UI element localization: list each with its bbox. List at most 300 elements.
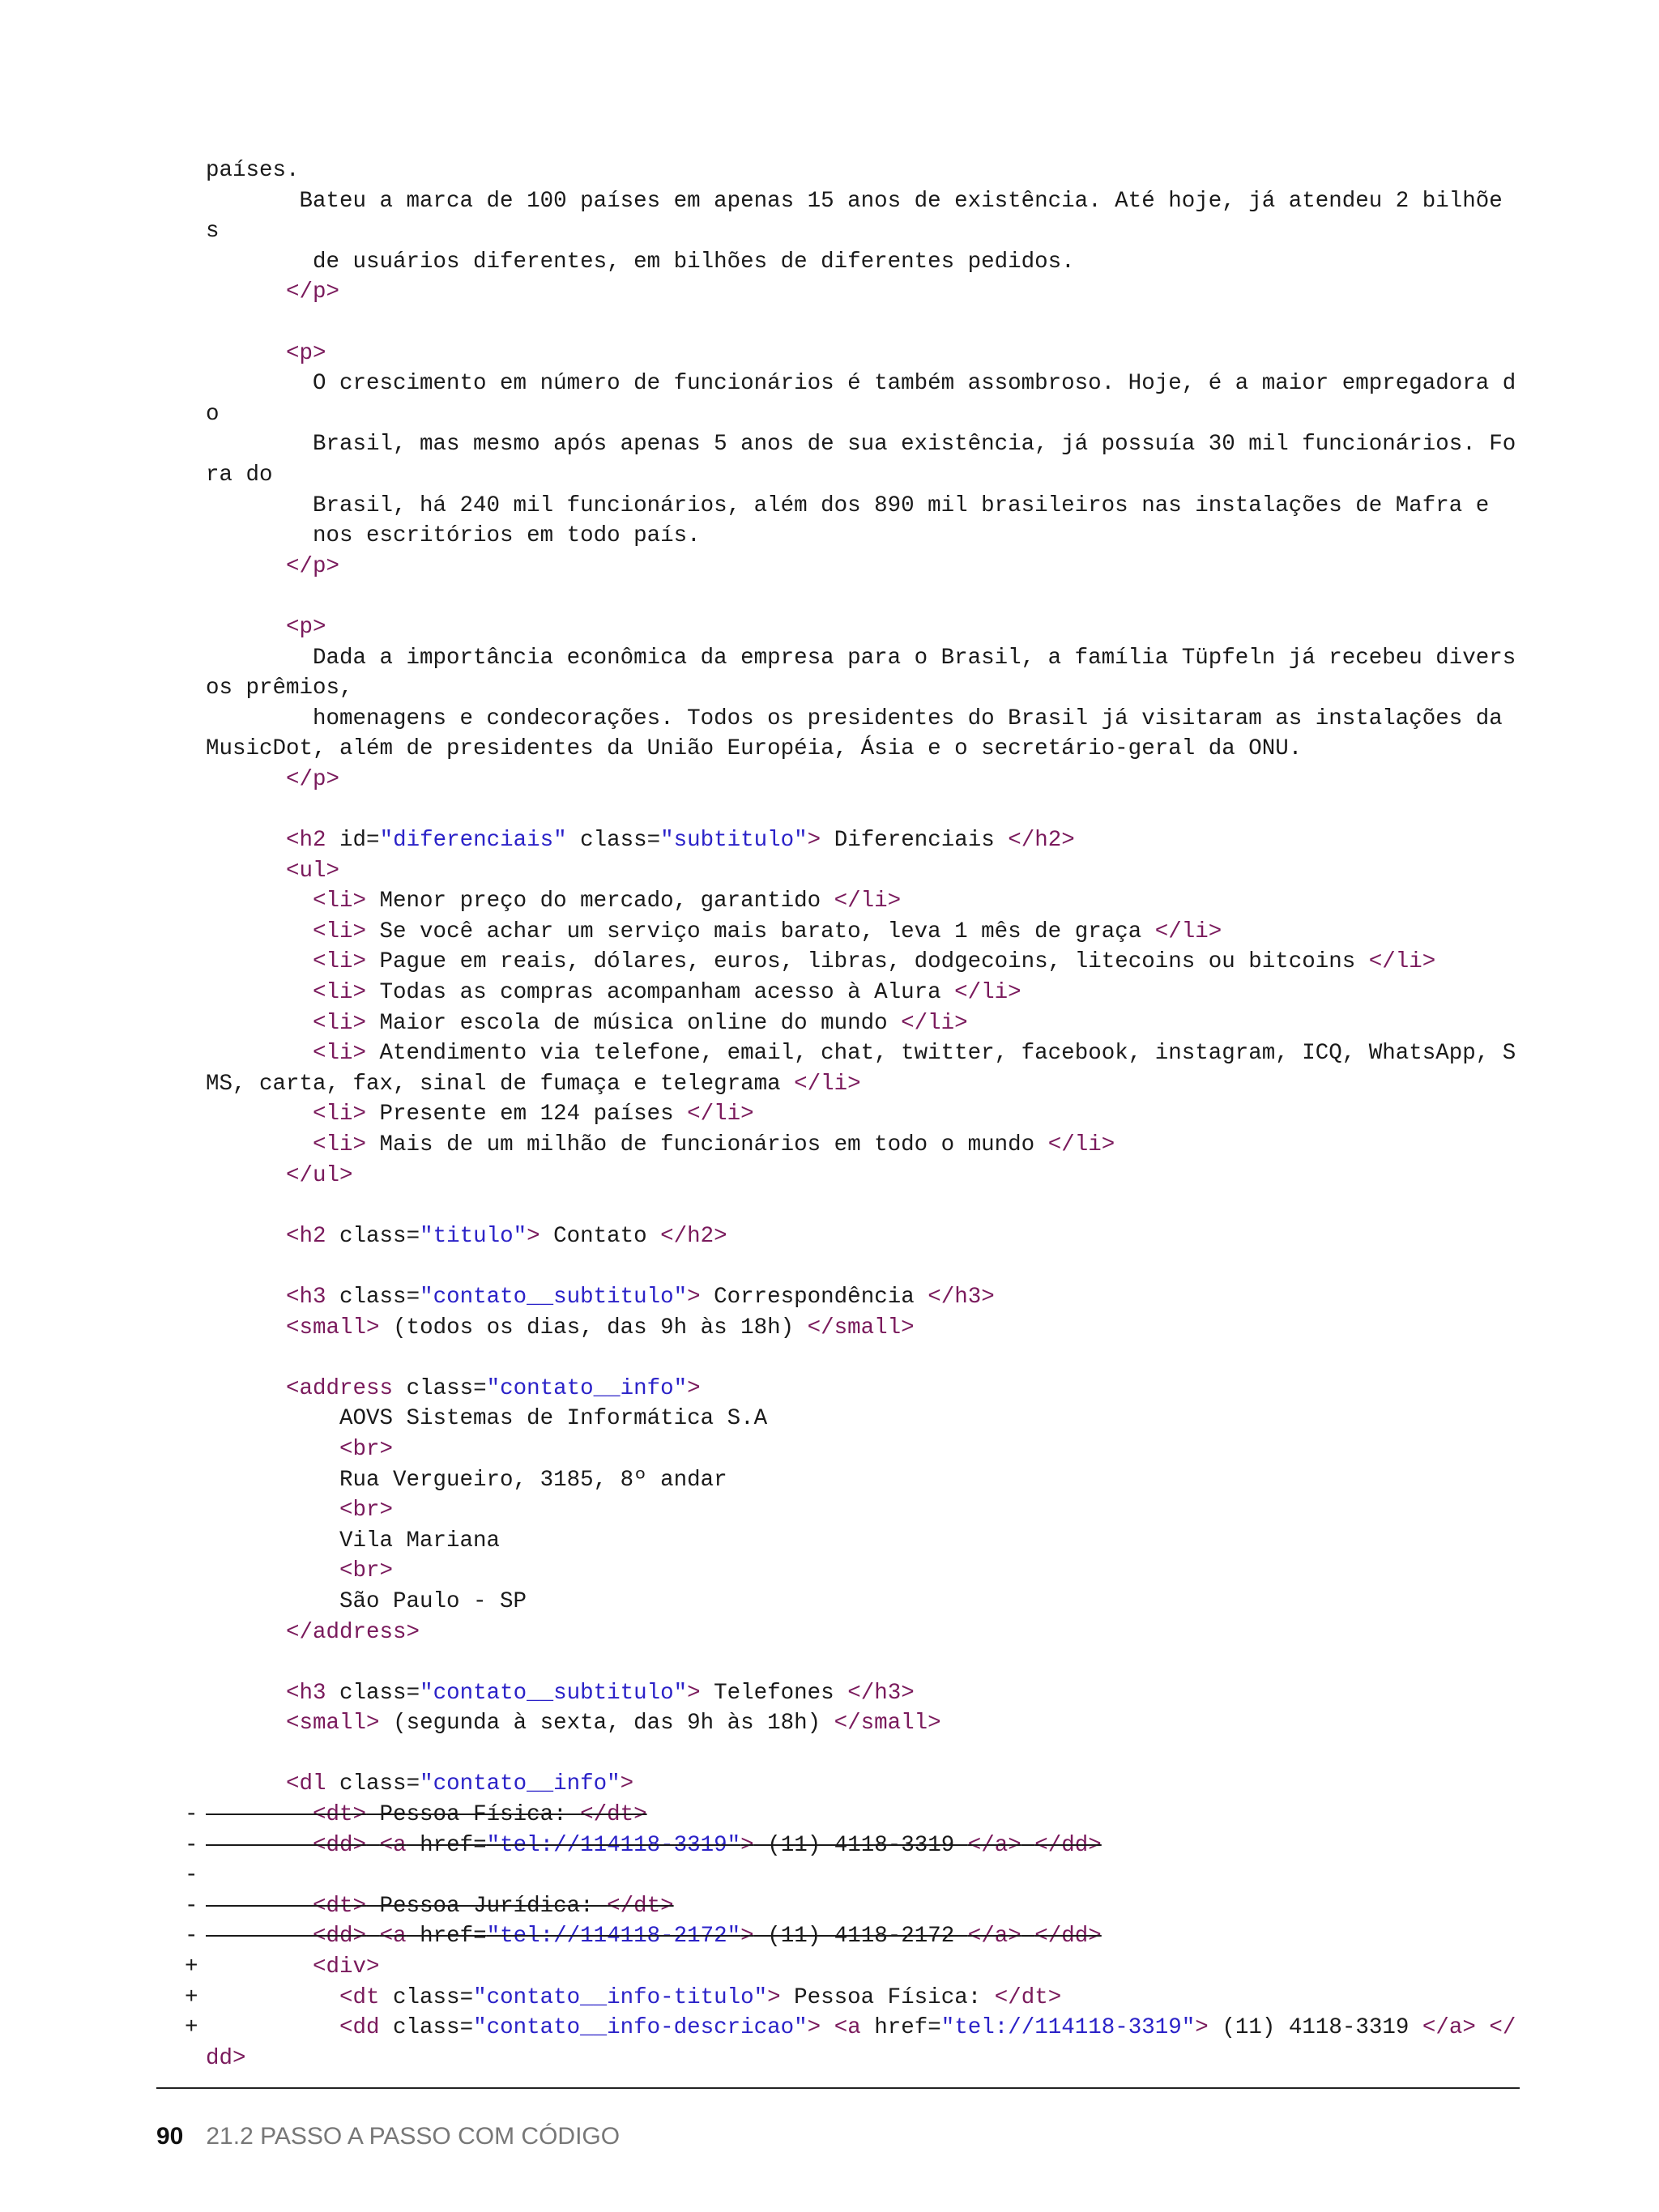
code-text bbox=[206, 341, 286, 366]
code-text: (11) 4118-2172 bbox=[753, 1924, 968, 1950]
code-line-content bbox=[206, 341, 326, 366]
code-line bbox=[206, 612, 1534, 643]
code-tag: </p> bbox=[286, 553, 340, 579]
diff-removed-marker: - bbox=[185, 1802, 198, 1828]
code-tag: </address> bbox=[286, 1619, 420, 1645]
code-line-content bbox=[206, 736, 1302, 761]
code-line-content bbox=[206, 1224, 727, 1249]
code-tag: </li> bbox=[687, 1102, 754, 1127]
code-line bbox=[206, 339, 1534, 369]
code-tag: > bbox=[687, 1375, 701, 1401]
code-line bbox=[206, 308, 1534, 339]
code-string: "contato__info" bbox=[486, 1375, 688, 1401]
code-line bbox=[206, 491, 1534, 522]
code-tag: </li> bbox=[1047, 1132, 1115, 1157]
code-line-content bbox=[206, 1285, 995, 1310]
code-tag: > bbox=[740, 1924, 754, 1950]
code-tag: </small> bbox=[807, 1315, 915, 1340]
code-line bbox=[206, 765, 1534, 795]
code-line bbox=[185, 1800, 1534, 1831]
code-text bbox=[1476, 2015, 1490, 2040]
code-line bbox=[206, 521, 1534, 552]
code-line-content bbox=[206, 949, 1435, 974]
code-tag: </li> bbox=[794, 1071, 861, 1097]
code-string: "contato__subtitulo" bbox=[420, 1284, 688, 1310]
code-text: Presente em 124 países bbox=[366, 1102, 688, 1127]
code-line-content bbox=[206, 646, 1516, 671]
code-tag: <li> bbox=[313, 918, 367, 944]
code-text: Mais de um milhão de funcionários em todo o mundo bbox=[366, 1132, 1048, 1157]
code-text bbox=[206, 1285, 286, 1310]
code-line bbox=[206, 734, 1534, 765]
code-text bbox=[206, 1894, 313, 1919]
code-text: id= bbox=[326, 828, 380, 854]
code-line bbox=[206, 1221, 1534, 1252]
code-tag: <br> bbox=[339, 1558, 394, 1584]
code-tag: > bbox=[527, 1223, 540, 1249]
footer-divider bbox=[156, 2087, 1520, 2089]
code-string: "diferenciais" bbox=[379, 828, 567, 854]
code-text: Rua Vergueiro, 3185, 8º andar bbox=[206, 1467, 727, 1493]
code-line bbox=[206, 156, 1534, 186]
code-tag: </p> bbox=[286, 279, 340, 305]
code-line bbox=[206, 1374, 1534, 1404]
code-line-content bbox=[206, 859, 339, 884]
code-tag: <address bbox=[286, 1375, 394, 1401]
code-tag: <div> bbox=[313, 1954, 380, 1980]
code-text: São Paulo - SP bbox=[206, 1588, 527, 1614]
code-line-content bbox=[206, 219, 220, 244]
diff-removed-marker: - bbox=[185, 1863, 198, 1889]
code-line bbox=[206, 1130, 1534, 1161]
code-tag: </p> bbox=[286, 766, 340, 792]
code-text bbox=[206, 919, 313, 944]
code-line bbox=[206, 643, 1534, 674]
code-string: "tel://114118-2172" bbox=[486, 1924, 741, 1950]
code-line-content bbox=[206, 1894, 674, 1919]
code-text bbox=[206, 279, 286, 305]
code-line-content bbox=[206, 249, 1075, 275]
code-tag: <dt> bbox=[313, 1802, 367, 1828]
code-string: "titulo" bbox=[420, 1223, 527, 1249]
code-line bbox=[206, 673, 1534, 704]
code-text bbox=[206, 554, 286, 579]
code-line bbox=[206, 1008, 1534, 1039]
code-text bbox=[821, 2015, 834, 2040]
code-text: o bbox=[206, 401, 220, 427]
code-tag: </ul> bbox=[286, 1162, 353, 1188]
code-line-content bbox=[206, 1620, 420, 1645]
code-tag: <dt bbox=[339, 1984, 380, 2010]
code-tag: <a bbox=[379, 1924, 407, 1950]
code-listing bbox=[185, 156, 1534, 2073]
code-text bbox=[206, 1041, 313, 1066]
code-text: AOVS Sistemas de Informática S.A bbox=[206, 1406, 768, 1432]
code-text: O crescimento em número de funcionários é também assombroso. Hoje, é a maior empregadora d bbox=[206, 371, 1516, 397]
code-line-content bbox=[206, 1163, 353, 1188]
code-text: (todos os dias, das 9h às 18h) bbox=[379, 1315, 808, 1340]
code-line bbox=[206, 1069, 1534, 1100]
code-line-content bbox=[206, 279, 339, 305]
code-text bbox=[206, 1376, 286, 1401]
code-line-content bbox=[206, 1011, 968, 1036]
code-text: Dada a importância econômica da empresa para o Brasil, a família Tüpfeln já recebeu divers bbox=[206, 645, 1516, 671]
code-line bbox=[206, 429, 1534, 460]
code-line-content bbox=[206, 1589, 527, 1614]
code-text bbox=[206, 767, 286, 792]
code-text: class= bbox=[326, 1771, 420, 1797]
code-text: class= bbox=[379, 2015, 474, 2041]
code-text: Pessoa Física: bbox=[366, 1802, 581, 1828]
code-line bbox=[206, 369, 1534, 399]
code-line-content bbox=[206, 1558, 393, 1583]
code-tag: <li> bbox=[313, 949, 367, 975]
code-tag: dd> bbox=[206, 2045, 246, 2071]
code-tag: </a> bbox=[1422, 2015, 1476, 2041]
code-text bbox=[206, 1681, 286, 1706]
code-tag: <p> bbox=[286, 340, 326, 366]
code-line bbox=[185, 1952, 1534, 1983]
code-text: href= bbox=[406, 1832, 487, 1858]
code-line bbox=[206, 1465, 1534, 1496]
code-line-content bbox=[206, 1833, 1102, 1858]
code-line bbox=[206, 1495, 1534, 1526]
code-line bbox=[206, 856, 1534, 887]
code-line-content bbox=[206, 432, 1516, 457]
code-text: Pessoa Física: bbox=[780, 1984, 995, 2010]
code-line-content bbox=[206, 493, 1489, 518]
code-line-content bbox=[206, 1681, 915, 1706]
code-line bbox=[206, 247, 1534, 278]
code-tag: </dt> bbox=[580, 1802, 647, 1828]
code-text bbox=[206, 1224, 286, 1249]
code-tag: <dt> bbox=[313, 1893, 367, 1919]
code-line bbox=[206, 1678, 1534, 1709]
code-text bbox=[206, 1011, 313, 1036]
code-line bbox=[206, 1038, 1534, 1069]
code-tag: <dd> bbox=[313, 1924, 367, 1950]
diff-added-marker: + bbox=[185, 1954, 198, 1980]
code-line bbox=[206, 704, 1534, 735]
code-tag: > bbox=[687, 1284, 701, 1310]
code-line-content bbox=[206, 1041, 1516, 1066]
code-line bbox=[206, 1739, 1534, 1770]
code-text: class= bbox=[379, 1984, 474, 2010]
code-tag: </li> bbox=[834, 889, 902, 914]
code-line-content bbox=[206, 889, 901, 914]
code-tag: > bbox=[767, 1984, 781, 2010]
code-line bbox=[185, 1983, 1534, 2014]
code-text: class= bbox=[326, 1223, 420, 1249]
code-tag: <dd bbox=[339, 2015, 380, 2041]
code-text: nos escritórios em todo país. bbox=[206, 523, 701, 549]
code-text: países. bbox=[206, 158, 300, 183]
code-line bbox=[206, 2044, 1534, 2074]
code-line-content bbox=[206, 462, 273, 488]
code-text bbox=[206, 1315, 286, 1340]
code-tag: <small> bbox=[286, 1315, 380, 1340]
code-line-content bbox=[206, 158, 300, 183]
code-line-content bbox=[206, 523, 701, 548]
code-tag: </h3> bbox=[928, 1284, 995, 1310]
code-text bbox=[206, 1498, 339, 1523]
code-tag: </a> bbox=[967, 1832, 1021, 1858]
code-line bbox=[206, 1251, 1534, 1282]
diff-removed-marker: - bbox=[185, 1832, 198, 1858]
code-text bbox=[206, 828, 286, 853]
code-tag: </ bbox=[1489, 2015, 1516, 2041]
code-tag: <li> bbox=[313, 980, 367, 1006]
code-text: (segunda à sexta, das 9h às 18h) bbox=[379, 1711, 834, 1737]
code-tag: </h2> bbox=[1008, 828, 1075, 854]
code-text: de usuários diferentes, em bilhões de diferentes pedidos. bbox=[206, 249, 1075, 275]
code-text: Pessoa Jurídica: bbox=[366, 1893, 608, 1919]
code-tag: </dd> bbox=[1034, 1832, 1102, 1858]
code-tag: </dd> bbox=[1034, 1924, 1102, 1950]
code-tag: </h2> bbox=[660, 1223, 727, 1249]
code-line bbox=[206, 917, 1534, 948]
code-tag: </dt> bbox=[994, 1984, 1062, 2010]
code-line-content bbox=[206, 1498, 393, 1523]
code-line-content bbox=[206, 1437, 393, 1462]
code-tag: <li> bbox=[313, 1102, 367, 1127]
code-line bbox=[206, 186, 1534, 217]
code-text: os prêmios, bbox=[206, 676, 353, 701]
code-text: Brasil, mas mesmo após apenas 5 anos de sua existência, já possuía 30 mil funcionários. Fo bbox=[206, 432, 1516, 458]
code-line bbox=[206, 1099, 1534, 1130]
code-text: (11) 4118-3319 bbox=[753, 1832, 968, 1858]
code-line bbox=[206, 216, 1534, 247]
code-text bbox=[206, 1833, 313, 1858]
code-tag: <dd> bbox=[313, 1832, 367, 1858]
code-tag: > bbox=[740, 1832, 754, 1858]
code-tag: <p> bbox=[286, 614, 326, 640]
code-line bbox=[206, 1343, 1534, 1374]
code-tag: <li> bbox=[313, 1010, 367, 1036]
code-line bbox=[206, 1526, 1534, 1557]
code-text bbox=[206, 1985, 339, 2010]
code-tag: <li> bbox=[313, 889, 367, 914]
code-line-content bbox=[206, 1924, 1102, 1949]
code-tag: </dt> bbox=[607, 1893, 674, 1919]
code-line-content bbox=[206, 1315, 915, 1340]
code-line-content bbox=[206, 1468, 727, 1493]
code-tag: <li> bbox=[313, 1132, 367, 1157]
code-tag: > bbox=[620, 1771, 634, 1797]
code-text bbox=[206, 1771, 286, 1796]
code-text bbox=[1021, 1833, 1035, 1858]
code-text: Pague em reais, dólares, euros, libras, dodgecoins, litecoins ou bitcoins bbox=[366, 949, 1369, 975]
code-line bbox=[206, 1556, 1534, 1587]
code-line-content bbox=[206, 1954, 380, 1980]
code-text: Todas as compras acompanham acesso à Alura bbox=[366, 980, 955, 1006]
code-string: "subtitulo" bbox=[660, 828, 808, 854]
code-text: Bateu a marca de 100 países em apenas 15 anos de existência. Até hoje, já atendeu 2 bilhõe bbox=[206, 188, 1503, 214]
code-line bbox=[206, 1282, 1534, 1313]
code-tag: <h3 bbox=[286, 1680, 326, 1706]
code-text bbox=[206, 1132, 313, 1157]
code-text bbox=[366, 1924, 380, 1949]
code-text: ra do bbox=[206, 462, 273, 488]
code-line bbox=[206, 1708, 1534, 1739]
code-text bbox=[1021, 1924, 1035, 1949]
code-line bbox=[206, 1769, 1534, 1800]
code-line bbox=[206, 795, 1534, 825]
code-line bbox=[206, 460, 1534, 491]
code-line bbox=[206, 886, 1534, 917]
code-line-content bbox=[206, 1711, 941, 1736]
diff-removed-marker: - bbox=[185, 1924, 198, 1950]
code-line-content bbox=[206, 1132, 1115, 1157]
code-tag: <a bbox=[834, 2015, 861, 2041]
code-line bbox=[185, 2013, 1534, 2044]
code-text bbox=[206, 1102, 313, 1127]
code-line bbox=[206, 1191, 1534, 1221]
code-text: Correspondência bbox=[700, 1284, 928, 1310]
code-line bbox=[206, 825, 1534, 856]
code-text: (11) 4118-3319 bbox=[1208, 2015, 1422, 2041]
code-line-content bbox=[206, 1406, 767, 1431]
code-line-content bbox=[206, 189, 1503, 214]
code-string: "tel://114118-3319" bbox=[940, 2015, 1196, 2041]
code-text: class= bbox=[566, 828, 661, 854]
code-tag: <li> bbox=[313, 1041, 367, 1067]
code-text bbox=[206, 859, 286, 884]
code-text bbox=[206, 1163, 286, 1188]
code-string: "contato__info-titulo" bbox=[473, 1984, 768, 2010]
code-line bbox=[206, 978, 1534, 1008]
code-line bbox=[206, 582, 1534, 612]
code-text: homenagens e condecorações. Todos os presidentes do Brasil já visitaram as instalações da bbox=[206, 705, 1503, 731]
code-text bbox=[206, 1802, 313, 1827]
code-tag: </li> bbox=[1154, 918, 1222, 944]
code-text: Menor preço do mercado, garantido bbox=[366, 889, 834, 914]
code-tag: > bbox=[687, 1680, 701, 1706]
code-text: href= bbox=[860, 2015, 941, 2041]
code-tag: </li> bbox=[1368, 949, 1436, 975]
code-tag: <br> bbox=[339, 1436, 394, 1462]
diff-added-marker: + bbox=[185, 1984, 198, 2010]
code-text bbox=[206, 980, 313, 1005]
code-text bbox=[206, 615, 286, 640]
code-text: href= bbox=[406, 1924, 487, 1950]
code-text bbox=[206, 1954, 313, 1980]
code-text: Se você achar um serviço mais barato, leva 1 mês de graça bbox=[366, 918, 1155, 944]
code-line-content bbox=[206, 980, 1021, 1005]
code-line bbox=[185, 1891, 1534, 1922]
code-line-content bbox=[206, 1771, 633, 1796]
code-tag: <ul> bbox=[286, 858, 340, 884]
code-text bbox=[206, 889, 313, 914]
code-line bbox=[206, 277, 1534, 308]
page-footer bbox=[156, 2120, 620, 2153]
code-line-content bbox=[206, 1528, 500, 1554]
code-line-content bbox=[206, 2015, 1516, 2040]
code-string: "contato__subtitulo" bbox=[420, 1680, 688, 1706]
code-line-content bbox=[206, 1985, 1061, 2010]
code-line bbox=[206, 1434, 1534, 1465]
code-text: class= bbox=[326, 1284, 420, 1310]
code-tag: <dl bbox=[286, 1771, 326, 1797]
code-text: Atendimento via telefone, email, chat, twitter, facebook, instagram, ICQ, WhatsApp, S bbox=[366, 1041, 1516, 1067]
code-text bbox=[206, 1437, 339, 1462]
code-line bbox=[185, 1921, 1534, 1952]
code-tag: </li> bbox=[954, 980, 1021, 1006]
code-line-content bbox=[206, 919, 1222, 944]
code-string: "tel://114118-3319" bbox=[486, 1832, 741, 1858]
code-line-content bbox=[206, 1072, 861, 1097]
code-tag: <h2 bbox=[286, 1223, 326, 1249]
code-text bbox=[206, 1558, 339, 1583]
code-text: Vila Mariana bbox=[206, 1528, 501, 1554]
code-tag: </li> bbox=[901, 1010, 968, 1036]
code-line-content bbox=[206, 1802, 647, 1827]
code-text bbox=[366, 1833, 380, 1858]
code-tag: <a bbox=[379, 1832, 407, 1858]
code-line bbox=[185, 1831, 1534, 1861]
code-text: Maior escola de música online do mundo bbox=[366, 1010, 902, 1036]
code-line-content bbox=[206, 767, 339, 792]
code-tag: > bbox=[807, 2015, 821, 2041]
page-number: 90 bbox=[156, 2123, 184, 2150]
code-line bbox=[206, 947, 1534, 978]
code-text bbox=[206, 1924, 313, 1949]
code-text: Brasil, há 240 mil funcionários, além dos 890 mil brasileiros nas instalações de Mafra e bbox=[206, 492, 1490, 518]
code-string: "contato__info-descricao" bbox=[473, 2015, 808, 2041]
code-line bbox=[206, 1617, 1534, 1648]
code-line-content bbox=[206, 706, 1503, 731]
code-line bbox=[206, 1161, 1534, 1191]
section-title: 21.2 PASSO A PASSO COM CÓDIGO bbox=[206, 2123, 621, 2150]
code-text: MusicDot, além de presidentes da União Européia, Ásia e o secretário-geral da ONU. bbox=[206, 736, 1303, 762]
code-line-content bbox=[206, 402, 220, 427]
code-text bbox=[206, 1711, 286, 1736]
code-line-content bbox=[206, 828, 1075, 853]
code-line-content bbox=[206, 371, 1516, 396]
code-tag: </a> bbox=[967, 1924, 1021, 1950]
diff-removed-marker: - bbox=[185, 1893, 198, 1919]
code-tag: </small> bbox=[834, 1711, 941, 1737]
code-line-content bbox=[206, 676, 353, 701]
code-text: Diferenciais bbox=[821, 828, 1009, 854]
code-text: s bbox=[206, 219, 220, 245]
code-text bbox=[206, 949, 313, 974]
code-tag: </h3> bbox=[847, 1680, 915, 1706]
code-text: Telefones bbox=[700, 1680, 848, 1706]
code-line-content bbox=[206, 2046, 246, 2071]
code-line-content bbox=[206, 615, 326, 640]
code-text: Contato bbox=[539, 1223, 661, 1249]
code-line-content bbox=[206, 1102, 754, 1127]
code-tag: <h2 bbox=[286, 828, 326, 854]
code-tag: <br> bbox=[339, 1498, 394, 1524]
code-line bbox=[206, 1647, 1534, 1678]
code-tag: > bbox=[1195, 2015, 1209, 2041]
code-text: MS, carta, fax, sinal de fumaça e telegrama bbox=[206, 1071, 795, 1097]
code-line bbox=[206, 1404, 1534, 1434]
code-text bbox=[206, 2015, 339, 2040]
code-line bbox=[206, 1587, 1534, 1617]
code-line bbox=[206, 399, 1534, 430]
code-text: class= bbox=[326, 1680, 420, 1706]
code-line bbox=[206, 1313, 1534, 1344]
code-tag: <h3 bbox=[286, 1284, 326, 1310]
code-tag: <small> bbox=[286, 1711, 380, 1737]
code-text: class= bbox=[393, 1375, 487, 1401]
code-line-content bbox=[206, 1376, 701, 1401]
code-string: "contato__info" bbox=[420, 1771, 621, 1797]
code-line-content bbox=[206, 554, 339, 579]
